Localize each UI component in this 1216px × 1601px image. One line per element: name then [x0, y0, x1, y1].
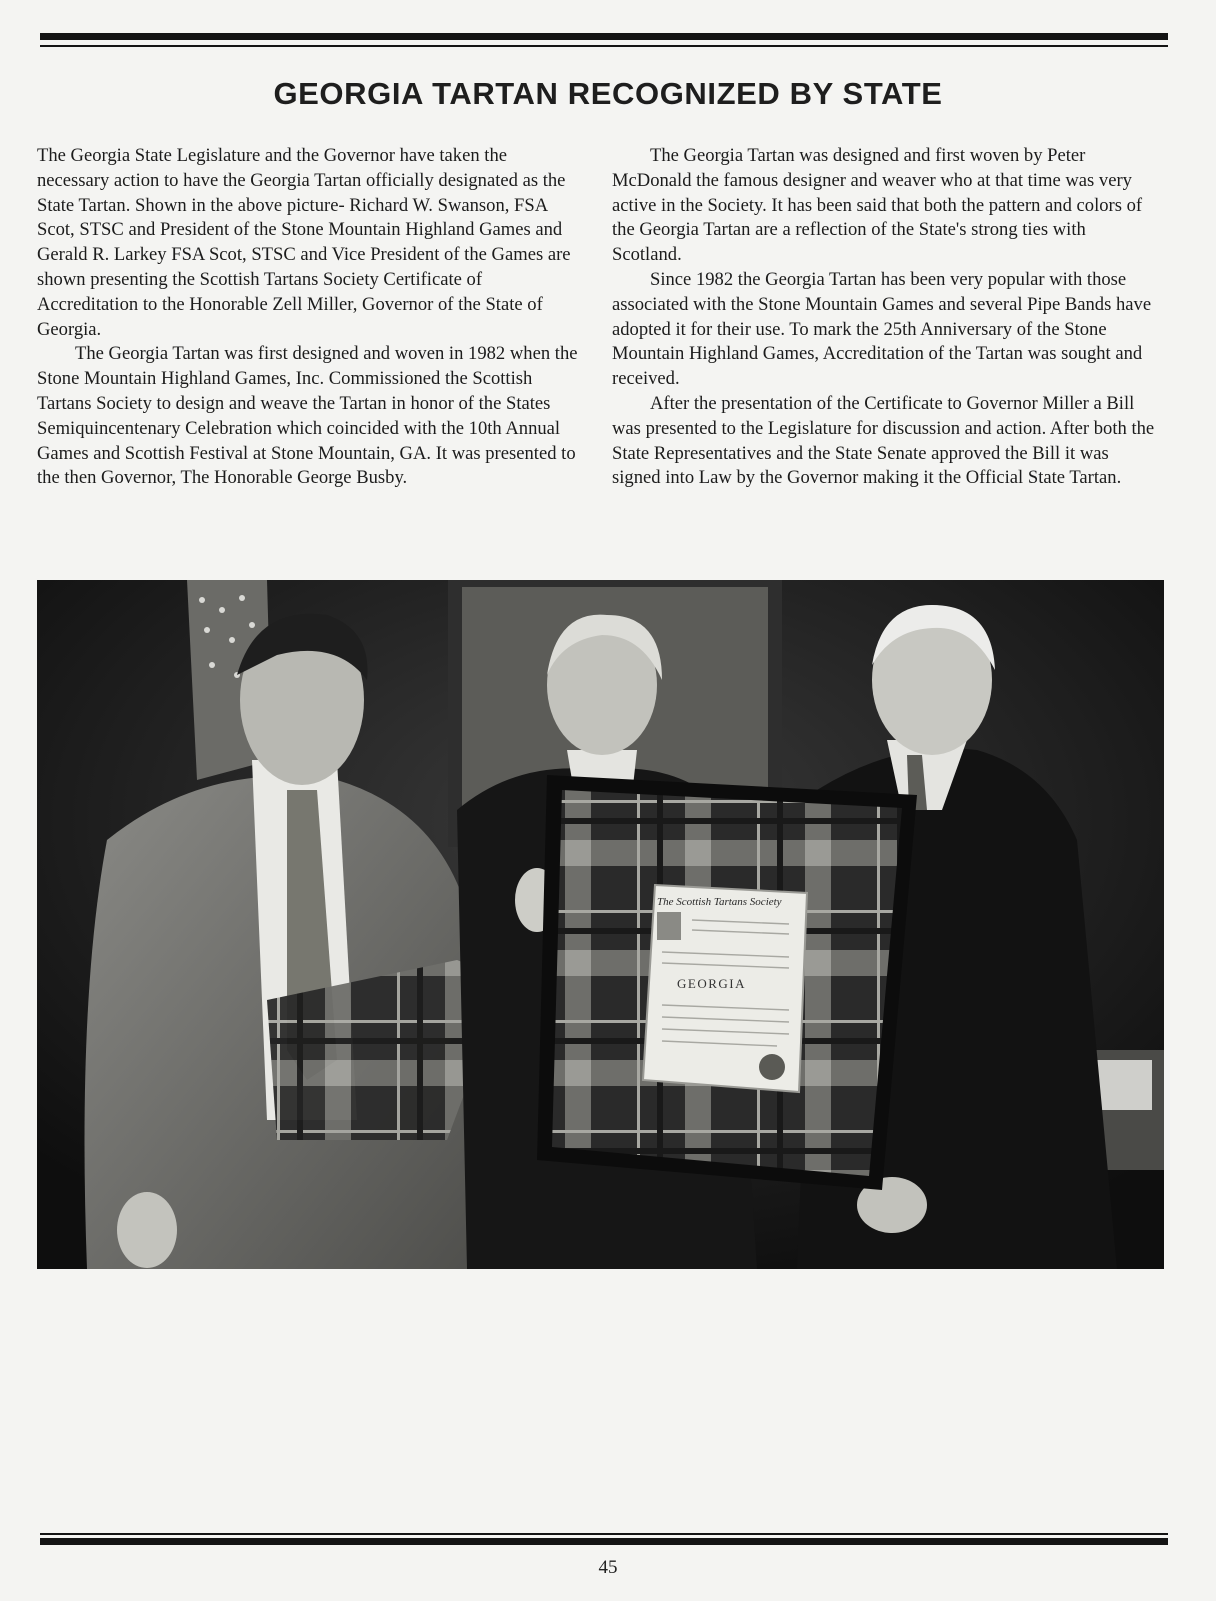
framed-tartan — [537, 775, 917, 1190]
left-paragraph-2: The Georgia Tartan was first designed and woven in 1982 when the Stone Mountain Highland Games, Inc. Commissioned the Scottish Tartans Society to design and weave the Tartan in honor of the States Semiquincentenary Celebration which coincided with the 10th Annual Games and Scottish Festival at Stone Mountain, GA. It was presented to the then Governor, The Honorable George Busby. — [37, 343, 578, 489]
top-rule-thin — [40, 45, 1168, 47]
page-number: 45 — [598, 1557, 618, 1578]
presentation-photo — [37, 580, 1164, 1269]
left-paragraph-1: The Georgia State Legislature and the Governor have taken the necessary action to have the Georgia Tartan officially designated as the State Tartan. Shown in the above picture- Richard W. Swanson, FSA Scot, STSC and President of the Stone Mountain Highland Games and Gerald R. Larkey FSA Scot, STSC and Vice President of the Games are shown presenting the Scottish Tartans Society Certificate of Accreditation to the Honorable Zell Miller, Governor of the State of Georgia. — [37, 145, 571, 340]
right-column — [612, 144, 1157, 491]
top-rule-thick — [40, 33, 1168, 40]
right-paragraph-3: After the presentation of the Certificate to Governor Miller a Bill was presented to the Legislature for discussion and action. After both the State Representatives and the State Senate approved the Bill it was signed into Law by the Governor making it the Official State Tartan. — [612, 392, 1155, 489]
certificate-header: The Scottish Tartans Society — [657, 896, 782, 908]
bottom-rule-thick — [40, 1538, 1168, 1545]
certificate-seal — [759, 1054, 785, 1080]
right-paragraph-2: Since 1982 the Georgia Tartan has been very popular with those associated with the Stone Mountain Games and several Pipe Bands have adopted it for their use. To mark the 25th Anniversary of the Stone Mountain Highland Games, Accreditation of the Tartan was sought and received. — [612, 268, 1152, 390]
bottom-rule-thin — [40, 1533, 1168, 1535]
right-paragraph-1: The Georgia Tartan was designed and first woven by Peter McDonald the famous designer and weaver who at that time was very active in the Society. It has been said that both the pattern and colors of the Georgia Tartan are a reflection of the State's strong ties with Scotland. — [612, 145, 1143, 266]
left-column — [37, 144, 582, 491]
article-title: GEORGIA TARTAN RECOGNIZED BY STATE — [273, 76, 943, 111]
certificate-name: GEORGIA — [677, 976, 746, 991]
